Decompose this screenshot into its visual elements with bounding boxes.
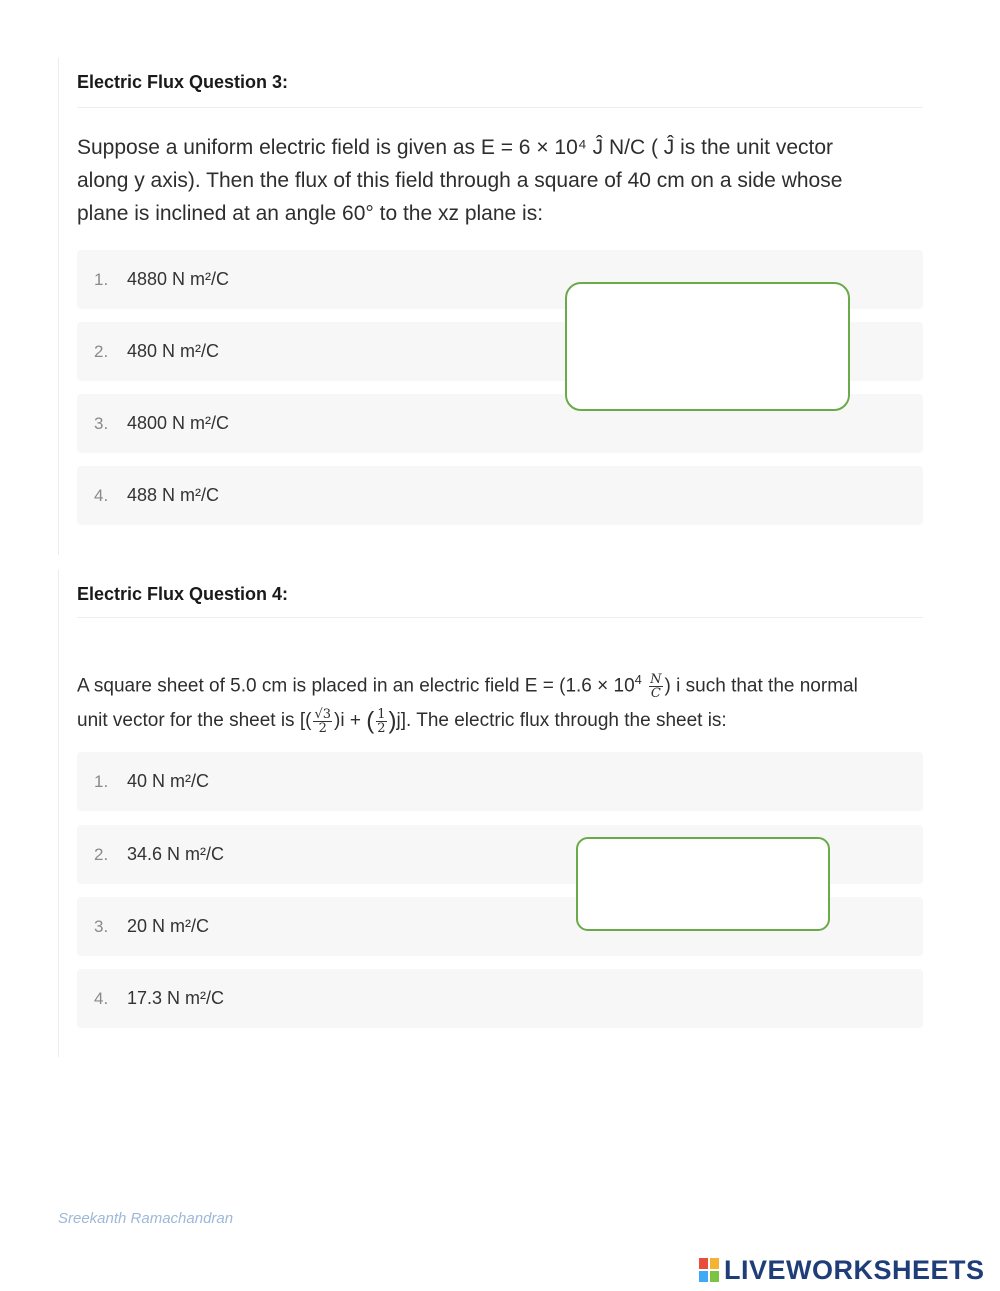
- exponent: 4: [634, 672, 642, 687]
- fraction-N-over-C: [649, 673, 662, 700]
- option-text: 40 N m²/C: [127, 771, 210, 791]
- logo-tile: [709, 1257, 720, 1270]
- option-number: 1.: [94, 772, 109, 791]
- option-4[interactable]: [77, 969, 923, 1028]
- answer-input-box-q3[interactable]: [565, 282, 850, 411]
- logo-tile: [698, 1270, 709, 1283]
- logo-tile: [709, 1270, 720, 1283]
- author-name: Sreekanth Ramachandran: [58, 1210, 234, 1227]
- option-text: 4800 N m²/C: [127, 413, 230, 433]
- divider: [77, 617, 923, 618]
- question-4-text-e: j]. The electric flux through the sheet is:: [396, 710, 727, 732]
- question-4-text: [77, 662, 927, 739]
- fraction-1-over-2: [376, 708, 386, 735]
- paren-open: (: [366, 707, 375, 735]
- question-4-section: [58, 570, 939, 1057]
- option-text: 480 N m²/C: [127, 341, 220, 361]
- option-number: 2.: [94, 342, 109, 361]
- fraction-numerator: N: [650, 671, 662, 687]
- question-3-text-line-2: along y axis). Then the flux of this field through a square of 40 cm on a side whose: [77, 169, 843, 192]
- question-3-text-line-3: plane is inclined at an angle 60° to the xz plane is:: [77, 202, 544, 225]
- fraction-denominator: 2: [377, 720, 386, 736]
- fraction-denominator: 2: [318, 720, 327, 736]
- fraction-denominator: C: [650, 685, 661, 701]
- fraction-sqrt3-over-2: [313, 708, 332, 735]
- option-text: 4880 N m²/C: [127, 269, 230, 289]
- fraction-numerator: √3: [314, 706, 332, 722]
- question-4-text-a: A square sheet of 5.0 cm is placed in an electric field E = (1.6 × 10: [77, 675, 635, 697]
- answer-input-box-q4[interactable]: [576, 837, 830, 931]
- option-text: 17.3 N m²/C: [127, 988, 225, 1008]
- option-1[interactable]: [77, 752, 923, 811]
- option-number: 3.: [94, 414, 109, 433]
- option-number: 3.: [94, 917, 109, 936]
- question-3-text-line-1: Suppose a uniform electric field is given as E = 6 × 10⁴ Ĵ N/C ( Ĵ is the unit vector: [77, 136, 834, 159]
- option-text: 488 N m²/C: [127, 485, 220, 505]
- option-number: 1.: [94, 270, 109, 289]
- question-3-title: Electric Flux Question 3:: [77, 72, 289, 92]
- question-4-title: Electric Flux Question 4:: [77, 584, 289, 604]
- divider: [77, 107, 923, 108]
- question-4-text-line-2: [77, 703, 927, 738]
- logo-text: LIVEWORKSHEETS: [724, 1254, 985, 1285]
- fraction-numerator: 1: [377, 706, 386, 722]
- paren-close: ): [388, 707, 397, 735]
- question-4-text-c: unit vector for the sheet is [(: [77, 710, 312, 732]
- question-4-text-d: )i +: [334, 710, 367, 732]
- question-3-text: [77, 131, 927, 230]
- option-number: 4.: [94, 989, 109, 1008]
- liveworksheets-logo[interactable]: [698, 1255, 985, 1285]
- option-text: 34.6 N m²/C: [127, 844, 225, 864]
- question-4-text-line-1: [77, 662, 927, 703]
- option-number: 2.: [94, 845, 109, 864]
- option-number: 4.: [94, 486, 109, 505]
- logo-tile: [698, 1257, 709, 1270]
- liveworksheets-logo-icon: [698, 1257, 720, 1283]
- option-4[interactable]: [77, 466, 923, 525]
- option-text: 20 N m²/C: [127, 916, 210, 936]
- question-4-text-b: ) i such that the normal: [664, 675, 858, 697]
